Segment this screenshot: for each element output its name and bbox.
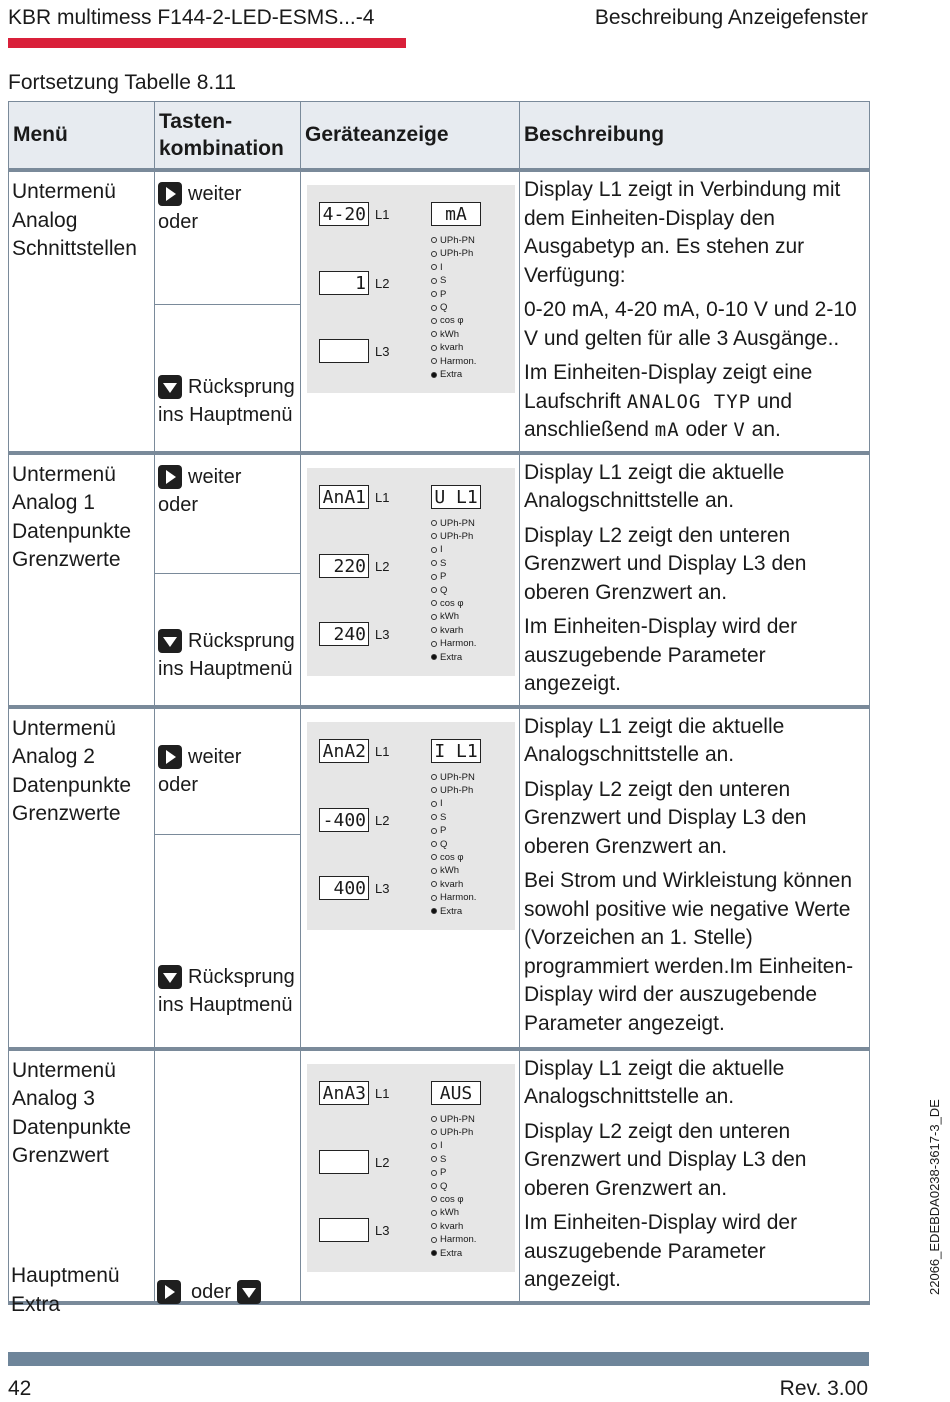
line-label: L2 <box>375 812 390 828</box>
indicator-led: I <box>431 543 476 556</box>
desc-para: Display L2 zeigt den unteren Grenzwert und Display L3 den oberen Grenzwert an. <box>524 523 807 604</box>
display-table <box>8 101 870 1305</box>
key-label: weiter <box>188 183 242 205</box>
indicator-led: UPh-Ph <box>431 784 476 797</box>
indicator-led: S <box>431 274 476 287</box>
table-caption: Fortsetzung Tabelle 8.11 <box>8 71 237 94</box>
led-dot-icon <box>431 854 437 860</box>
indicator-led: UPh-PN <box>431 517 476 530</box>
indicator-led: P <box>431 570 476 583</box>
col-header-display: Geräteanzeige <box>301 102 520 171</box>
description-cell <box>520 707 870 1049</box>
led-dot-icon <box>431 614 437 620</box>
indicator-led: UPh-PN <box>431 234 476 247</box>
indicator-led: Extra <box>431 368 476 381</box>
down-arrow-key-icon <box>158 965 182 989</box>
led-dot-icon <box>431 627 437 633</box>
scroll-text: ANALOG TYP <box>626 390 752 413</box>
led-dot-icon <box>431 600 437 606</box>
indicator-led: kWh <box>431 864 476 877</box>
desc-para: 0-20 mA, 4-20 mA, 0-10 V und 2-10 V und gelten für alle 3 Ausgänge.. <box>524 298 857 350</box>
led-dot-icon <box>431 345 437 351</box>
indicator-led: S <box>431 1153 476 1166</box>
led-dot-icon <box>431 828 437 834</box>
lcd-l3 <box>319 339 369 363</box>
device-display <box>307 1064 515 1272</box>
indicator-led: P <box>431 1166 476 1179</box>
key-oder: oder <box>158 493 199 516</box>
desc-para: Display L1 zeigt die aktuelle Analogschnittstelle an. <box>524 1056 785 1108</box>
device-display-cell <box>301 1049 520 1303</box>
indicator-led: UPh-Ph <box>431 1126 476 1139</box>
indicator-led: Harmon. <box>431 1233 476 1246</box>
desc-para: Im Einheiten-Display wird der auszugebende Parameter angezeigt. <box>524 615 798 695</box>
col-header-menu: Menü <box>9 102 155 171</box>
key-cell-next <box>155 707 301 835</box>
led-dot-icon <box>431 1170 437 1176</box>
led-dot-icon <box>431 587 437 593</box>
led-dot-icon <box>431 331 437 337</box>
right-arrow-key-icon <box>157 1280 181 1304</box>
line-label: L2 <box>375 276 390 291</box>
lcd-l3: 400 <box>319 876 369 900</box>
key-cell-back <box>155 573 301 706</box>
key-cell-next <box>155 453 301 574</box>
key-label: Rücksprung <box>188 375 295 398</box>
header-section: Beschreibung Anzeigefenster <box>594 6 868 29</box>
device-display <box>307 468 515 676</box>
desc-para: Display L1 zeigt die aktuelle Analogschnittstelle an. <box>524 714 785 766</box>
lcd-unit: I L1 <box>431 739 481 763</box>
key-label: ins Hauptmenü <box>158 993 293 1016</box>
device-display-cell <box>301 707 520 1049</box>
desc-para: Display L1 zeigt in Verbindung mit dem Einheiten-Display den Ausgabetyp an. Es stehen zur Verfügung: <box>524 178 841 287</box>
menu-cell: Untermenü Analog 2 Datenpunkte Grenzwerte <box>9 707 155 1049</box>
indicator-led: kWh <box>431 610 476 623</box>
led-dot-icon <box>431 318 437 324</box>
indicator-list <box>431 234 476 381</box>
indicator-led: Extra <box>431 905 476 918</box>
key-cell-back <box>155 305 301 453</box>
description-cell <box>520 1049 870 1303</box>
led-dot-icon <box>431 787 437 793</box>
indicator-led: cos φ <box>431 314 476 327</box>
line-label: L3 <box>375 1222 390 1238</box>
indicator-led: P <box>431 824 476 837</box>
indicator-led: Harmon. <box>431 891 476 904</box>
led-dot-icon <box>431 264 437 270</box>
led-dot-icon <box>431 868 437 874</box>
key-oder: oder <box>158 211 199 233</box>
desc-para: Bei Strom und Wirkleistung können sowohl positive wie negative Werte (Vorzeichen an 1. Stelle) programmiert werden.Im Einheiten-Display wird der auszugebende Parameter angezeigt. <box>524 869 854 1035</box>
footer-blue-bar <box>8 1352 869 1366</box>
device-display <box>307 722 515 930</box>
indicator-led: kvarh <box>431 1220 476 1233</box>
led-dot-icon <box>431 1196 437 1202</box>
desc-para: Display L2 zeigt den unteren Grenzwert und Display L3 den oberen Grenzwert an. <box>524 777 807 858</box>
indicator-led: UPh-PN <box>431 771 476 784</box>
down-arrow-key-icon <box>158 375 182 399</box>
led-dot-icon <box>431 814 437 820</box>
led-dot-icon <box>431 1237 437 1243</box>
indicator-led: I <box>431 1139 476 1152</box>
indicator-led: kvarh <box>431 624 476 637</box>
desc-para: Display L1 zeigt die aktuelle Analogschnittstelle an. <box>524 460 785 512</box>
line-label: L1 <box>375 1085 390 1101</box>
led-dot-icon <box>431 881 437 887</box>
lcd-l1: AnA1 <box>319 485 369 509</box>
indicator-led: Harmon. <box>431 355 476 368</box>
led-dot-icon <box>431 1116 437 1122</box>
indicator-led: Harmon. <box>431 637 476 650</box>
header-red-bar <box>8 38 406 48</box>
indicator-led: Q <box>431 1180 476 1193</box>
indicator-led: S <box>431 557 476 570</box>
footer-keys <box>157 1280 267 1304</box>
page-number: 42 <box>8 1377 32 1400</box>
line-label: L1 <box>375 489 390 505</box>
led-dot-icon <box>431 1210 437 1216</box>
indicator-led: I <box>431 797 476 810</box>
lcd-l1: 4-20 <box>319 202 369 226</box>
led-dot-icon <box>431 641 437 647</box>
indicator-led: Q <box>431 584 476 597</box>
indicator-led: P <box>431 288 476 301</box>
description-cell <box>520 170 870 453</box>
led-dot-icon <box>431 278 437 284</box>
led-dot-icon <box>431 358 437 364</box>
device-display-cell <box>301 170 520 453</box>
led-dot-icon <box>431 1129 437 1135</box>
col-header-description: Beschreibung <box>520 102 870 171</box>
led-dot-icon <box>431 1183 437 1189</box>
line-label: L3 <box>375 344 390 359</box>
indicator-led: I <box>431 261 476 274</box>
indicator-led: cos φ <box>431 1193 476 1206</box>
desc-para: Im Einheiten-Display wird der auszugebende Parameter angezeigt. <box>524 1211 798 1291</box>
led-dot-icon <box>431 654 437 660</box>
led-dot-icon <box>431 372 437 378</box>
led-dot-icon <box>431 1143 437 1149</box>
indicator-led: cos φ <box>431 597 476 610</box>
led-dot-icon <box>431 1156 437 1162</box>
indicator-list <box>431 1113 476 1260</box>
indicator-led: kvarh <box>431 878 476 891</box>
indicator-led: kWh <box>431 1206 476 1219</box>
key-label: Rücksprung <box>188 629 295 652</box>
led-dot-icon <box>431 237 437 243</box>
key-label: weiter <box>188 465 242 488</box>
document-code: 22066_EDEBDA0238-3617-3_DE <box>927 1099 942 1295</box>
desc-para: Display L2 zeigt den unteren Grenzwert und Display L3 den oberen Grenzwert an. <box>524 1119 807 1200</box>
footer-menu-label: Hauptmenü Extra <box>11 1264 120 1316</box>
lcd-l2: 220 <box>319 554 369 578</box>
lcd-l2: -400 <box>319 808 369 832</box>
line-label: L3 <box>375 626 390 642</box>
menu-cell: Untermenü Analog Schnittstellen <box>9 170 155 453</box>
indicator-led: UPh-Ph <box>431 530 476 543</box>
indicator-led: Extra <box>431 1247 476 1260</box>
lcd-l1: AnA2 <box>319 739 369 763</box>
indicator-led: S <box>431 811 476 824</box>
led-dot-icon <box>431 801 437 807</box>
indicator-led: UPh-Ph <box>431 247 476 260</box>
key-oder: oder <box>191 1280 232 1303</box>
device-display <box>307 185 515 393</box>
description-cell <box>520 453 870 707</box>
down-arrow-key-icon <box>237 1280 261 1304</box>
key-label: ins Hauptmenü <box>158 657 293 680</box>
indicator-led: cos φ <box>431 851 476 864</box>
revision: Rev. 3.00 <box>779 1377 868 1400</box>
lcd-unit: mA <box>431 202 481 226</box>
lcd-l2 <box>319 1150 369 1174</box>
key-label: Rücksprung <box>188 965 295 988</box>
indicator-led: kWh <box>431 328 476 341</box>
key-oder: oder <box>158 773 199 796</box>
led-dot-icon <box>431 841 437 847</box>
menu-cell: Untermenü Analog 1 Datenpunkte Grenzwerte <box>9 453 155 707</box>
indicator-list <box>431 771 476 918</box>
led-dot-icon <box>431 1250 437 1256</box>
line-label: L3 <box>375 880 390 896</box>
key-cell-empty <box>155 1049 301 1303</box>
desc-para: Im Einheiten-Display zeigt eine Laufschrift ANALOG TYP und anschließend mA oder V an. <box>524 361 813 441</box>
key-label: weiter <box>188 745 242 768</box>
lcd-l3: 240 <box>319 622 369 646</box>
indicator-led: Extra <box>431 651 476 664</box>
col-header-keys: Tasten- kombination <box>155 102 301 171</box>
key-label: ins Hauptmenü <box>158 403 293 426</box>
lcd-unit: U L1 <box>431 485 481 509</box>
led-dot-icon <box>431 574 437 580</box>
lcd-l2: 1 <box>319 271 369 295</box>
unit-v: V <box>733 419 746 441</box>
led-dot-icon <box>431 291 437 297</box>
right-arrow-key-icon <box>158 745 182 769</box>
header-title: KBR multimess F144-2-LED-ESMS...-4 <box>8 6 375 29</box>
led-dot-icon <box>431 533 437 539</box>
indicator-led: kvarh <box>431 341 476 354</box>
line-label: L2 <box>375 558 390 574</box>
line-label: L2 <box>375 1154 390 1170</box>
key-cell-next <box>155 170 301 305</box>
key-cell-back <box>155 835 301 1049</box>
menu-cell: Untermenü Analog 3 Datenpunkte Grenzwert <box>9 1049 155 1303</box>
led-dot-icon <box>431 895 437 901</box>
right-arrow-key-icon <box>158 465 182 489</box>
led-dot-icon <box>431 1223 437 1229</box>
device-display-cell <box>301 453 520 707</box>
led-dot-icon <box>431 547 437 553</box>
line-label: L1 <box>375 743 390 759</box>
indicator-led: UPh-PN <box>431 1113 476 1126</box>
lcd-l3 <box>319 1218 369 1242</box>
unit-ma: mA <box>654 419 680 441</box>
led-dot-icon <box>431 251 437 257</box>
led-dot-icon <box>431 774 437 780</box>
lcd-unit: AUS <box>431 1081 481 1105</box>
indicator-led: Q <box>431 301 476 314</box>
led-dot-icon <box>431 520 437 526</box>
down-arrow-key-icon <box>158 629 182 653</box>
indicator-list <box>431 517 476 664</box>
right-arrow-key-icon <box>158 182 182 206</box>
led-dot-icon <box>431 908 437 914</box>
led-dot-icon <box>431 560 437 566</box>
indicator-led: Q <box>431 838 476 851</box>
line-label: L1 <box>375 207 390 222</box>
lcd-l1: AnA3 <box>319 1081 369 1105</box>
led-dot-icon <box>431 305 437 311</box>
